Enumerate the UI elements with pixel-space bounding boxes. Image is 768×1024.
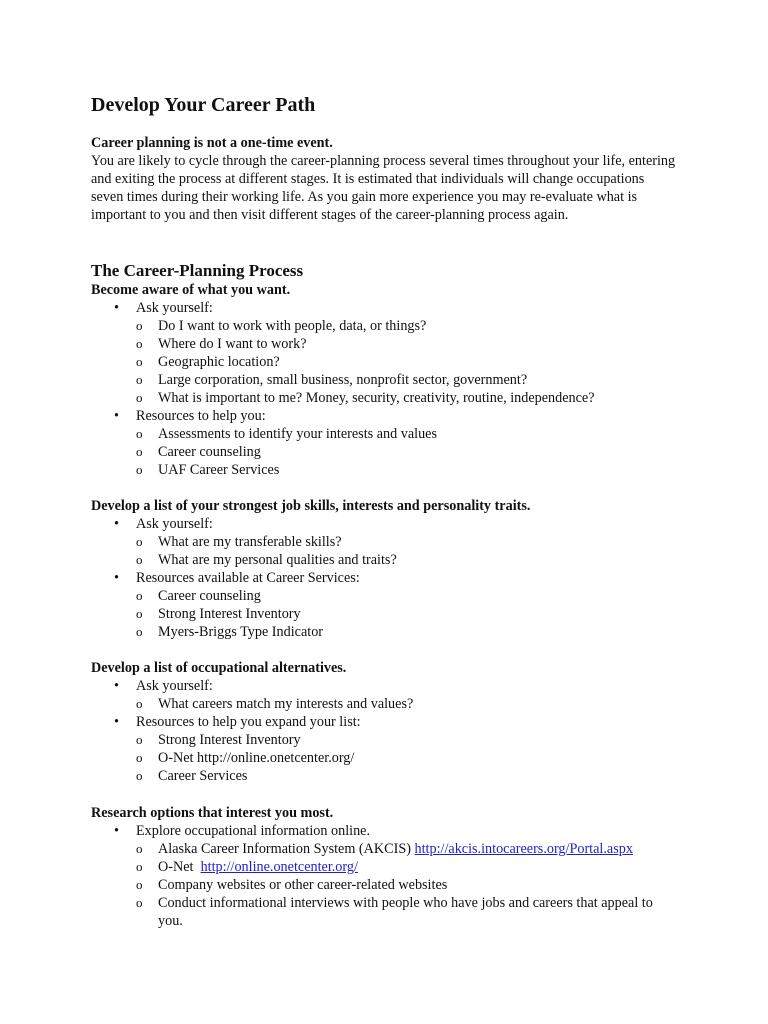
bullet-dot-icon: • <box>114 408 119 424</box>
sub-item-text: What are my personal qualities and traits? <box>158 552 397 568</box>
sub-item-text: Career counseling <box>158 588 261 604</box>
sub-list-item <box>136 533 691 551</box>
bullet-circle-icon: o <box>136 696 143 711</box>
sub-list-item <box>136 894 691 930</box>
sub-item-text: Myers-Briggs Type Indicator <box>158 624 324 640</box>
sub-item-text: Career counseling <box>158 444 261 460</box>
section-heading: Develop a list of your strongest job skills, interests and personality traits. <box>91 498 531 514</box>
sub-list <box>136 731 691 785</box>
sub-list <box>136 317 691 407</box>
list-item-label: Resources to help you expand your list: <box>136 714 361 730</box>
bullet-circle-icon: o <box>136 624 143 639</box>
sub-item-text: Large corporation, small business, nonprofit sector, government? <box>158 372 528 388</box>
bullet-circle-icon: o <box>136 336 143 351</box>
sub-list <box>136 425 691 479</box>
sub-list-item <box>136 623 691 641</box>
sub-item-text: Conduct informational interviews with people who have jobs and careers that appeal to you. <box>158 895 653 929</box>
sub-item-text: UAF Career Services <box>158 462 280 478</box>
sub-item-text: Assessments to identify your interests and values <box>158 426 437 442</box>
onet-link[interactable]: http://online.onetcenter.org/ <box>200 859 358 875</box>
bullet-dot-icon: • <box>114 300 119 316</box>
bullet-circle-icon: o <box>136 318 143 333</box>
sub-list-item <box>136 858 691 876</box>
sub-item-text: Do I want to work with people, data, or things? <box>158 318 427 334</box>
bullet-dot-icon: • <box>114 516 119 532</box>
sub-list-item <box>136 335 691 353</box>
intro-lead: Career planning is not a one-time event. <box>91 135 333 151</box>
list-item-label: Resources to help you: <box>136 408 266 424</box>
list-item <box>91 407 691 479</box>
list-item-label: Ask yourself: <box>136 678 213 694</box>
section-occupational-alternatives <box>91 659 691 785</box>
bullet-circle-icon: o <box>136 534 143 549</box>
sub-list-item <box>136 731 691 749</box>
list-item <box>91 822 691 930</box>
sub-list-item <box>136 749 691 767</box>
sub-list-item <box>136 587 691 605</box>
sub-list-item <box>136 876 691 894</box>
bullet-circle-icon: o <box>136 444 143 459</box>
list-item <box>91 677 691 713</box>
bullet-circle-icon: o <box>136 426 143 441</box>
sub-list-item <box>136 317 691 335</box>
list-item <box>91 569 691 641</box>
section-job-skills <box>91 497 691 641</box>
bullet-dot-icon: • <box>114 714 119 730</box>
sub-list <box>136 840 691 930</box>
bullet-circle-icon: o <box>136 750 143 765</box>
section-heading: Become aware of what you want. <box>91 282 291 298</box>
bullet-circle-icon: o <box>136 462 143 477</box>
bullet-circle-icon: o <box>136 354 143 369</box>
sub-item-text: Strong Interest Inventory <box>158 606 301 622</box>
bullet-circle-icon: o <box>136 552 143 567</box>
document-title: Develop Your Career Path <box>91 94 316 116</box>
sub-list <box>136 587 691 641</box>
bullet-circle-icon: o <box>136 841 143 856</box>
list-item-label: Ask yourself: <box>136 516 213 532</box>
bullet-dot-icon: • <box>114 823 119 839</box>
bullet-circle-icon: o <box>136 588 143 603</box>
list-item-label: Ask yourself: <box>136 300 213 316</box>
bullet-dot-icon: • <box>114 678 119 694</box>
sub-item-text: O-Net http://online.onetcenter.org/ <box>158 750 355 766</box>
list-item <box>91 299 691 407</box>
sub-list-item <box>136 353 691 371</box>
list-item <box>91 713 691 785</box>
sub-list-item <box>136 461 691 479</box>
intro-block <box>91 134 676 224</box>
akcis-link[interactable]: http://akcis.intocareers.org/Portal.aspx <box>414 841 633 857</box>
bullet-circle-icon: o <box>136 859 143 874</box>
sub-list-item <box>136 605 691 623</box>
list-item-label: Explore occupational information online. <box>136 823 371 839</box>
sub-list <box>136 695 691 713</box>
sub-list-item <box>136 840 691 858</box>
bullet-dot-icon: • <box>114 570 119 586</box>
list-item <box>91 515 691 569</box>
sub-list-item <box>136 767 691 785</box>
bullet-circle-icon: o <box>136 390 143 405</box>
sub-list-item <box>136 443 691 461</box>
sub-item-text: Company websites or other career-related websites <box>158 877 448 893</box>
intro-paragraph: You are likely to cycle through the career-planning process several times throughout your life, entering and exiting the process at different stages. It is estimated that individuals will change occupations seven times during their working life. As you gain more experience you may re-evaluate what is important to you and then visit different stages of the career-planning process again. <box>91 153 676 223</box>
bullet-circle-icon: o <box>136 732 143 747</box>
bullet-list <box>91 299 691 479</box>
sub-list-item <box>136 389 691 407</box>
sub-list-item <box>136 551 691 569</box>
bullet-circle-icon: o <box>136 372 143 387</box>
process-heading: The Career-Planning Process <box>91 261 304 280</box>
section-research-options <box>91 804 691 930</box>
sub-item-text: What careers match my interests and values? <box>158 696 414 712</box>
list-item-label: Resources available at Career Services: <box>136 570 360 586</box>
sub-item-text: Strong Interest Inventory <box>158 732 301 748</box>
sub-list-item <box>136 695 691 713</box>
bullet-list <box>91 822 691 930</box>
sub-list-item <box>136 425 691 443</box>
bullet-circle-icon: o <box>136 895 143 910</box>
sub-item-text: O-Net <box>158 859 201 875</box>
sub-item-text: What are my transferable skills? <box>158 534 342 550</box>
bullet-circle-icon: o <box>136 877 143 892</box>
section-heading: Develop a list of occupational alternatives. <box>91 660 347 676</box>
section-heading: Research options that interest you most. <box>91 805 334 821</box>
bullet-list <box>91 677 691 785</box>
sub-item-text: Where do I want to work? <box>158 336 307 352</box>
bullet-circle-icon: o <box>136 606 143 621</box>
bullet-list <box>91 515 691 641</box>
sub-list <box>136 533 691 569</box>
sub-item-text: Geographic location? <box>158 354 280 370</box>
sub-list-item <box>136 371 691 389</box>
sub-item-text: Alaska Career Information System (AKCIS) <box>158 841 415 857</box>
bullet-circle-icon: o <box>136 768 143 783</box>
sub-item-text: Career Services <box>158 768 248 784</box>
section-become-aware <box>91 281 691 479</box>
sub-item-text: What is important to me? Money, security, creativity, routine, independence? <box>158 390 595 406</box>
